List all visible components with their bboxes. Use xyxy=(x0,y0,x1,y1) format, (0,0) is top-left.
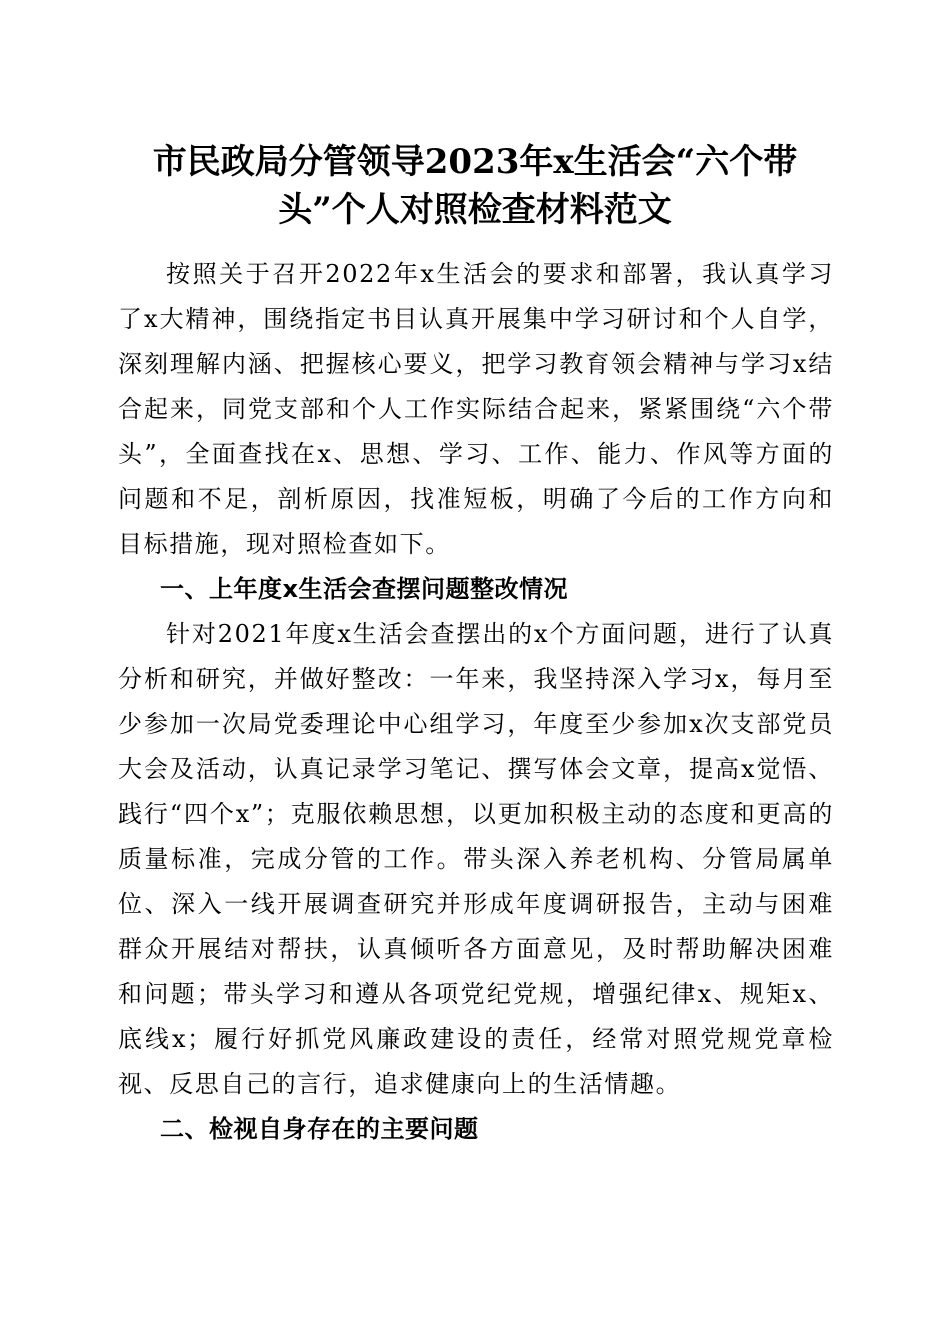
intro-paragraph: 按照关于召开2022年x生活会的要求和部署，我认真学习了x大精神，围绕指定书目认真开展集中学习研讨和个人自学，深刻理解内涵、把握核心要义，把学习教育领会精神与学习x结合起来，同党支部和个人工作实际结合起来，紧紧围绕“六个带头”，全面查找在x、思想、学习、工作、能力、作风等方面的问题和不足，剖析原因，找准短板，明确了今后的工作方向和目标措施，现对照检查如下。 xyxy=(118,260,834,558)
section-1-heading: 一、上年度x生活会查摆问题整改情况 xyxy=(160,575,568,603)
title-line-2: 头”个人对照检查材料范文 xyxy=(278,190,672,230)
document-title xyxy=(120,138,830,234)
section-2-heading: 二、检视自身存在的主要问题 xyxy=(160,1115,479,1143)
document-body xyxy=(118,252,834,1152)
section-1-paragraph: 针对2021年度x生活会查摆出的x个方面问题，进行了认真分析和研究，并做好整改：一年来，我坚持深入学习x，每月至少参加一次局党委理论中心组学习，年度至少参加x次支部党员大会及活动，认真记录学习笔记、撰写体会文章，提高x觉悟、践行“四个x”；克服依赖思想，以更加积极主动的态度和更高的质量标准，完成分管的工作。带头深入养老机构、分管局属单位、深入一线开展调查研究并形成年度调研报告，主动与困难群众开展结对帮扶，认真倾听各方面意见，及时帮助解决困难和问题；带头学习和遵从各项党纪党规，增强纪律x、规矩x、底线x；履行好抓党风廉政建设的责任，经常对照党规党章检视、反思自己的言行，追求健康向上的生活情趣。 xyxy=(118,620,834,1098)
title-line-1: 市民政局分管领导2023年x生活会“六个带 xyxy=(152,142,798,182)
